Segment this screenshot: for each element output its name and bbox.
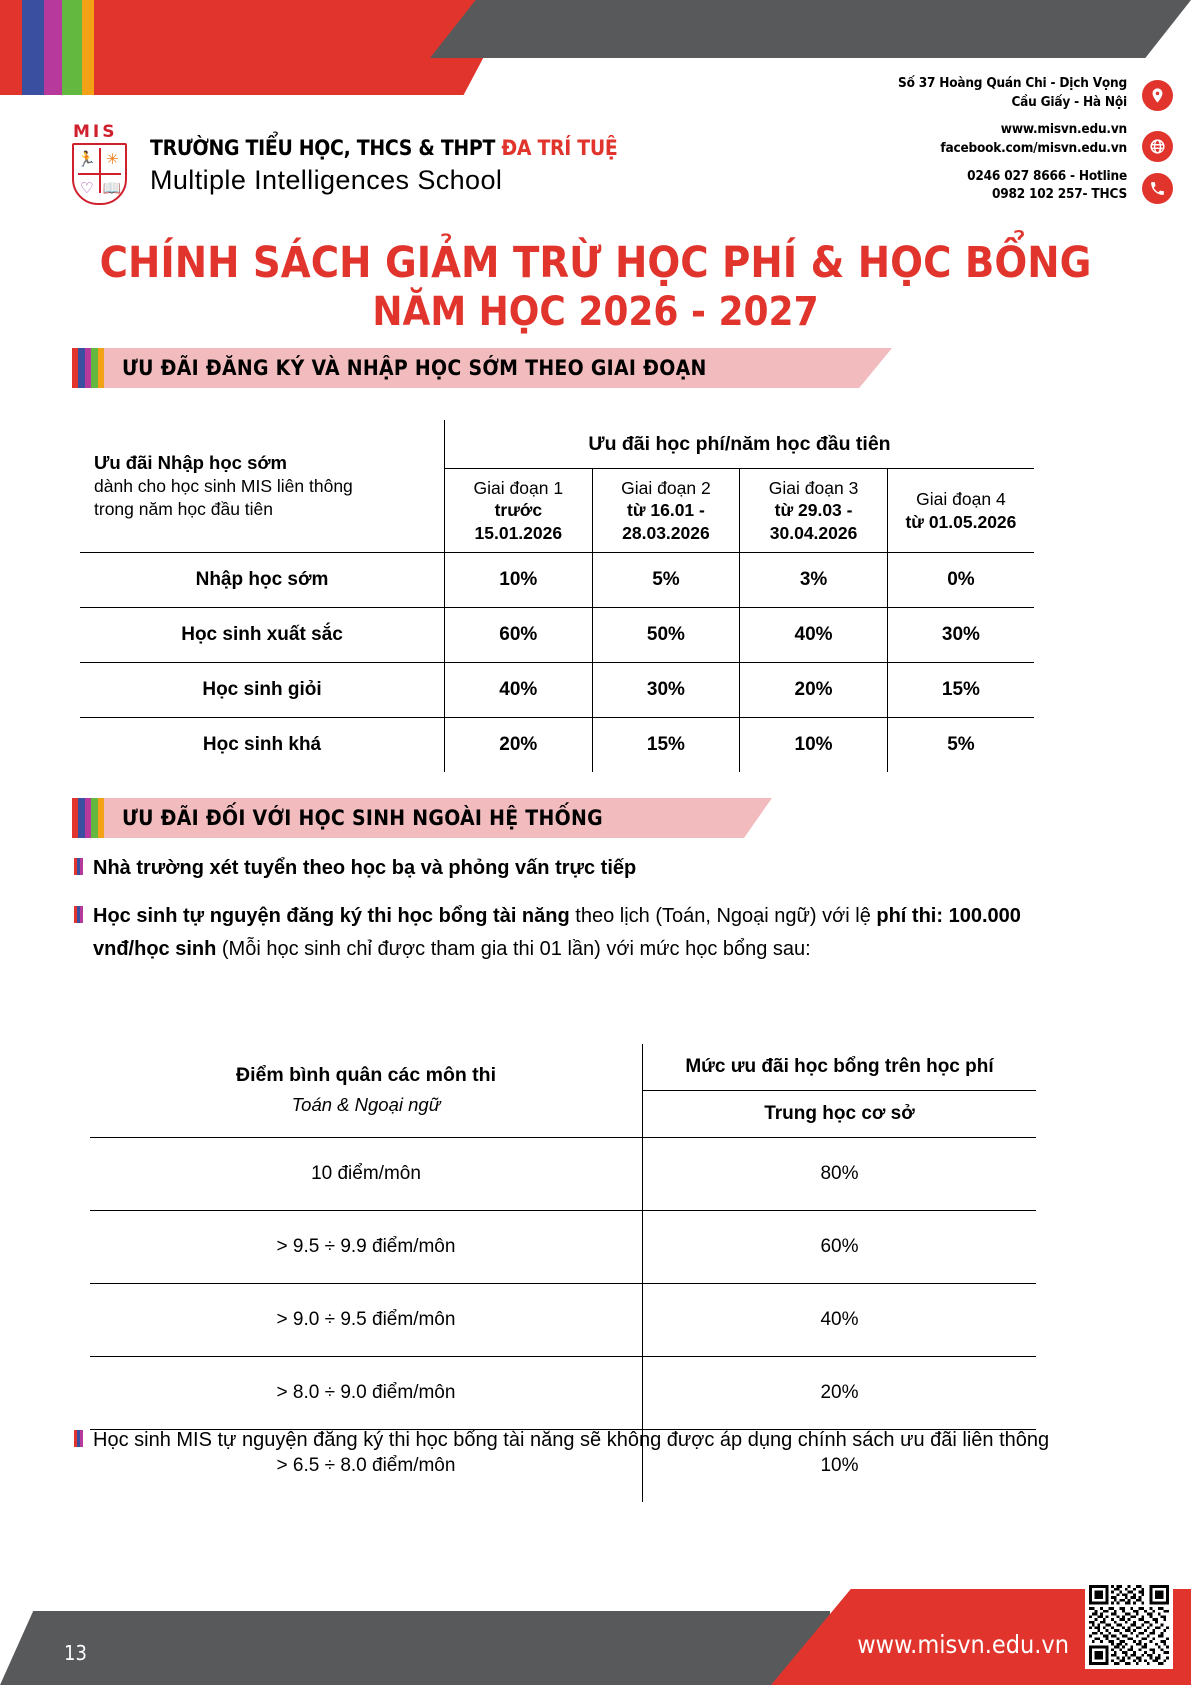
table2-col1-header-italic: Toán & Ngoại ngữ [291, 1093, 441, 1115]
page-footer [0, 1589, 1191, 1685]
shield-crest [72, 143, 127, 205]
bullet-list [74, 852, 1084, 981]
row-0-value-2: 3% [740, 553, 888, 608]
banner-color-stripes [72, 348, 104, 388]
contact-web [898, 120, 1127, 157]
table2-col2-header-top: Mức ưu đãi học bổng trên học phí [643, 1043, 1038, 1091]
page-title [0, 238, 1191, 336]
score-row-4-label: > 6.5 ÷ 8.0 điểm/môn [89, 1430, 643, 1504]
banner-stripe-green [91, 348, 98, 388]
score-row-2-value: 40% [643, 1284, 1038, 1357]
page-title-line-2: NĂM HỌC 2026 - 2027 [372, 288, 819, 335]
decor-stripe-purple [44, 0, 62, 95]
banner-title-2: ƯU ĐÃI ĐỐI VỚI HỌC SINH NGOÀI HỆ THỐNG [122, 806, 603, 830]
row-1-value-3: 30% [887, 608, 1035, 663]
bullet-1-text [93, 852, 636, 884]
row-2-value-1: 30% [592, 663, 740, 718]
footer-gray-shape [0, 1611, 830, 1685]
stage-4-range-1: từ 01.05.2026 [905, 511, 1017, 532]
row-0-value-1: 5% [592, 553, 740, 608]
banner-stripe-blue [78, 798, 85, 838]
table1-corner-sub-1: dành cho học sinh MIS liên thông [94, 476, 353, 497]
runner-icon: 🏃 [77, 151, 97, 168]
table-row [89, 1284, 1037, 1357]
score-row-3-value: 20% [643, 1357, 1038, 1430]
bullet-marker-icon [74, 858, 83, 875]
decor-stripe-blue [22, 0, 44, 95]
table2-col1-header [89, 1043, 643, 1138]
row-3-value-2: 10% [740, 718, 888, 774]
decor-stripe-green [62, 0, 82, 95]
logo-mis-text: MIS [73, 122, 118, 142]
contact-info [898, 74, 1127, 204]
row-3-value-0: 20% [445, 718, 593, 774]
stage-3-name: Giai đoạn 3 [768, 478, 859, 498]
table-row [89, 1357, 1037, 1430]
heart-icon: ♡ [80, 180, 94, 197]
bullet-1-bold: Nhà trường xét tuyển theo học bạ và phỏng vấn trực tiếp [93, 857, 637, 879]
score-row-1-value: 60% [643, 1211, 1038, 1284]
facebook-text[interactable]: facebook.com/misvn.edu.vn [940, 139, 1127, 156]
table-row [79, 663, 1035, 718]
table1-stage-1 [445, 469, 593, 553]
row-label-1: Học sinh xuất sắc [79, 608, 445, 663]
table-header-row-1 [79, 419, 1035, 469]
hotline-text: 0246 027 8666 - Hotline [967, 167, 1127, 184]
row-label-2: Học sinh giỏi [79, 663, 445, 718]
decor-stripe-red [0, 0, 22, 95]
row-0-value-0: 10% [445, 553, 593, 608]
contact-phone [898, 167, 1127, 204]
bullet-2-bold-b: phí thi: 100.000 vnđ/học sinh [93, 905, 1021, 960]
row-2-value-0: 40% [445, 663, 593, 718]
stage-2-range-2: 28.03.2026 [622, 522, 710, 543]
bullet-2-bold-a: Học sinh tự nguyện đăng ký thi học bổng tài năng [93, 905, 570, 928]
address-line-2: Cầu Giấy - Hà Nội [1011, 93, 1127, 110]
score-row-0-value: 80% [643, 1138, 1038, 1211]
table-row [79, 553, 1035, 608]
bullet-2-text [93, 900, 1084, 965]
school-name-vi-red: ĐA TRÍ TUỆ [501, 136, 618, 160]
stage-1-name: Giai đoạn 1 [473, 478, 564, 498]
table1-corner-cell [79, 419, 445, 553]
stage-2-range-1: từ 16.01 - [627, 500, 705, 521]
table1-corner-title: Ưu đãi Nhập học sớm [94, 451, 287, 473]
section-banner-early-enrollment [72, 348, 892, 388]
list-item [74, 852, 1084, 884]
logo-shield [72, 124, 134, 206]
table-row [89, 1138, 1037, 1211]
table-header-row-1 [89, 1043, 1037, 1091]
bullet-2-normal-b: (Mỗi học sinh chỉ được tham gia thi 01 lần) với mức học bổng sau: [216, 937, 811, 960]
row-3-value-1: 15% [592, 718, 740, 774]
bullet-marker-icon [74, 906, 83, 923]
score-row-2-label: > 9.0 ÷ 9.5 điểm/môn [89, 1284, 643, 1357]
row-3-value-3: 5% [887, 718, 1035, 774]
book-icon: 📖 [102, 180, 122, 197]
qr-code-icon[interactable] [1085, 1581, 1173, 1669]
contact-address [898, 74, 1127, 111]
table1-span-header: Ưu đãi học phí/năm học đầu tiên [445, 419, 1036, 469]
footnote-list [74, 1424, 1104, 1472]
website-text[interactable]: www.misvn.edu.vn [1000, 121, 1127, 138]
table-row [79, 608, 1035, 663]
row-2-value-3: 15% [887, 663, 1035, 718]
table-row [79, 718, 1035, 774]
school-name-block [150, 136, 618, 196]
footer-url[interactable]: www.misvn.edu.vn [857, 1630, 1069, 1659]
row-label-3: Học sinh khá [79, 718, 445, 774]
score-row-1-label: > 9.5 ÷ 9.9 điểm/môn [89, 1211, 643, 1284]
section-banner-outside-system [72, 798, 772, 838]
stage-1-range-2: 15.01.2026 [474, 522, 563, 543]
school-logo [72, 124, 618, 206]
page-number: 13 [64, 1641, 87, 1665]
table2-col2-header-bottom: Trung học cơ sở [643, 1091, 1038, 1138]
school-name-en: Multiple Intelligences School [150, 165, 503, 195]
row-1-value-2: 40% [740, 608, 888, 663]
thcs-phone-text: 0982 102 257- THCS [992, 186, 1127, 203]
star-icon: ✳ [105, 151, 119, 168]
table1-stage-3 [740, 469, 888, 553]
phone-icon [1142, 173, 1173, 204]
stage-3-range-2: 30.04.2026 [769, 522, 858, 543]
decor-gray-shape [430, 0, 1191, 58]
score-row-4-value: 10% [643, 1430, 1038, 1504]
banner-stripe-orange [98, 798, 104, 838]
footnote-text: Học sinh MIS tự nguyện đăng ký thi học bổng tài năng sẽ không được áp dụng chính sách ưu đãi liên thông [93, 1429, 1050, 1451]
address-line-1: Số 37 Hoàng Quán Chi - Dịch Vọng [898, 75, 1127, 91]
banner-stripe-orange [98, 348, 104, 388]
stage-2-name: Giai đoạn 2 [621, 478, 711, 498]
bullet-2-normal-a: theo lịch (Toán, Ngoại ngữ) với lệ [569, 905, 877, 928]
school-name-vi [150, 136, 618, 160]
table1-corner-sub-2: trong năm học đầu tiên [94, 499, 274, 520]
table2-col1-header-bold: Điểm bình quân các môn thi [235, 1064, 497, 1087]
list-item [74, 1424, 1104, 1456]
row-0-value-3: 0% [887, 553, 1035, 608]
globe-icon [1142, 131, 1173, 162]
location-pin-icon [1142, 80, 1173, 111]
stage-3-range-1: từ 29.03 - [774, 500, 853, 521]
stage-1-range-1: trước [494, 500, 543, 521]
table1-stage-2 [592, 469, 740, 553]
bullet-marker-icon [74, 1430, 83, 1447]
row-2-value-2: 20% [740, 663, 888, 718]
list-item [74, 900, 1084, 965]
banner-color-stripes [72, 798, 104, 838]
row-label-0: Nhập học sớm [79, 553, 445, 608]
school-name-vi-black: TRƯỜNG TIỂU HỌC, THCS & THPT [150, 136, 502, 160]
score-row-0-label: 10 điểm/môn [89, 1138, 643, 1211]
stage-4-name: Giai đoạn 4 [916, 489, 1006, 510]
row-1-value-0: 60% [445, 608, 593, 663]
table1-stage-4 [887, 469, 1035, 553]
table-row [89, 1211, 1037, 1284]
row-1-value-1: 50% [592, 608, 740, 663]
early-enrollment-table [78, 418, 1036, 774]
banner-stripe-green [91, 798, 98, 838]
banner-stripe-blue [78, 348, 85, 388]
decor-stripe-orange [82, 0, 94, 95]
page-title-line-1: CHÍNH SÁCH GIẢM TRỪ HỌC PHÍ & HỌC BỔNG [99, 238, 1092, 288]
early-enrollment-table-wrap [78, 418, 1036, 774]
score-row-3-label: > 8.0 ÷ 9.0 điểm/môn [89, 1357, 643, 1430]
banner-title-1: ƯU ĐÃI ĐĂNG KÝ VÀ NHẬP HỌC SỚM THEO GIAI ĐOẠN [122, 356, 707, 380]
